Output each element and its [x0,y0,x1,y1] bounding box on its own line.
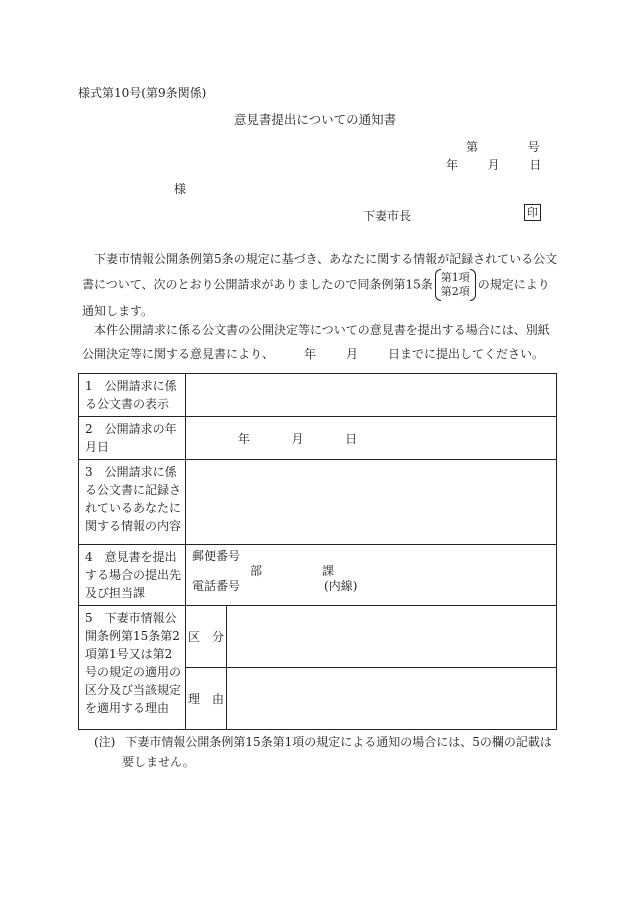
row5-label: 5 下妻市情報公開条例第15条第2項第1号又は第2号の規定の適用の区分及び当該規定を適用する理由 [79,606,186,730]
category-label: 区 分 [186,606,227,668]
row4-label: 4 意見書を提出する場合の提出先及び担当課 [79,545,186,606]
clause-choice [435,271,476,299]
date-month: 月 [487,158,500,172]
notice-paragraph-2 [82,318,558,366]
footnote [94,732,554,772]
number-prefix: 第 [466,140,479,154]
row4-value [186,545,557,606]
p1-text-a: 下妻市情報公開条例第5条の規定に基づき、あなたに関する情報が記録されている公文書について、次のとおり公開請求がありましたので同条例第15条 [82,252,558,292]
p2-text-a: 本件公開請求に係る公文書の公開決定等についての意見書を提出する場合には、別紙公開決定等に関する意見書により、 [82,323,550,361]
row2-label: 2 公開請求の年月日 [79,417,186,460]
number-suffix: 号 [527,140,540,154]
table-row [79,545,557,606]
table-row [79,374,557,417]
section-label: 課 [322,564,335,578]
dept-label: 部 [250,564,263,578]
note-prefix: (注) [94,735,116,749]
document-number-line [466,138,540,155]
table-row [79,460,557,545]
p1-text-b: の規定により通知します。 [82,277,550,318]
extension-label: (内線) [324,579,358,593]
notice-paragraph-1 [82,247,558,323]
phone-line [192,579,550,594]
reason-label: 理 由 [186,668,227,730]
request-month: 月 [291,431,304,446]
table-row [79,606,557,668]
request-year: 年 [237,431,250,446]
addressee-honorific: 様 [174,182,187,196]
note-text: 下妻市情報公開条例第15条第1項の規定による通知の場合には、5の欄の記載は要しません。 [122,735,552,769]
form-number: 様式第10号(第9条関係) [78,86,207,100]
document-title: 意見書提出についての通知書 [233,112,397,127]
request-day: 日 [345,431,358,446]
p2-text-b: 日までに提出してください。 [388,347,545,361]
document-date-line [446,156,541,173]
table-row [79,417,557,460]
category-value [227,606,557,668]
row3-label: 3 公開請求に係る公文書に記録されているあなたに関する情報の内容 [79,460,186,545]
date-day: 日 [529,158,542,172]
row1-label: 1 公開請求に係る公文書の表示 [79,374,186,417]
seal-mark: 印 [524,204,541,221]
dept-line [192,564,550,579]
p2-month: 月 [346,347,359,361]
clause-option-1: 第1項 [440,271,470,284]
p2-year: 年 [304,347,317,361]
notice-table [78,373,557,730]
clause-option-2: 第2項 [440,285,470,298]
reason-value [227,668,557,730]
date-year: 年 [446,158,459,172]
issuer-name: 下妻市長 [363,209,412,223]
row3-value [186,460,557,545]
postal-code-label: 郵便番号 [192,549,241,563]
row1-value [186,374,557,417]
phone-label: 電話番号 [192,579,241,593]
row2-value [186,417,557,460]
